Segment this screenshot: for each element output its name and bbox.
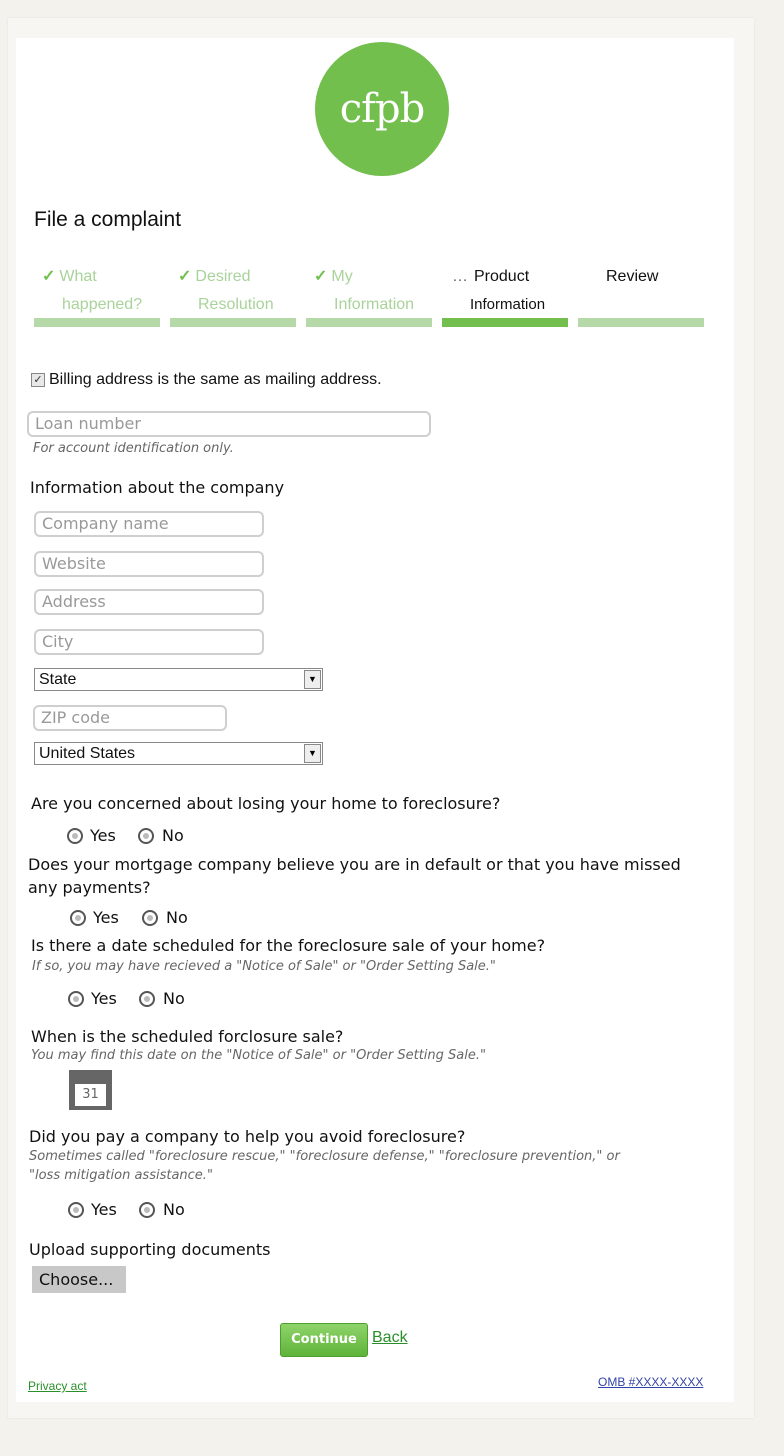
omb-link[interactable]: OMB #XXXX-XXXX xyxy=(598,1375,704,1389)
q5-no-label: No xyxy=(163,1200,185,1219)
q3-yes-radio[interactable] xyxy=(68,991,84,1007)
address-input[interactable]: Address xyxy=(34,589,264,615)
page-title: File a complaint xyxy=(34,208,182,231)
website-input[interactable]: Website xyxy=(34,551,264,577)
q5-yes-label: Yes xyxy=(91,1200,117,1219)
step-label: Review xyxy=(606,268,659,285)
q2-no-radio[interactable] xyxy=(142,910,158,926)
calendar-icon[interactable] xyxy=(69,1070,112,1110)
step-progress-bar xyxy=(170,318,296,327)
question-paid-company-hint-line2: "loss mitigation assistance." xyxy=(29,1168,213,1183)
step-label-line2: Information xyxy=(334,296,415,313)
country-select-value: United States xyxy=(39,745,136,762)
question-sale-date: When is the scheduled forclosure sale? xyxy=(31,1027,344,1046)
step-desired-resolution[interactable] xyxy=(170,263,296,319)
continue-button[interactable]: Continue xyxy=(280,1323,368,1357)
question-paid-company-hint-line1: Sometimes called "foreclosure rescue," "foreclosure defense," "foreclosure prevention," or xyxy=(29,1149,620,1164)
step-label-line2: happened? xyxy=(62,296,143,313)
question-default-line2: any payments? xyxy=(28,878,151,897)
company-section-heading: Information about the company xyxy=(30,478,285,497)
checkmark-icon: ✓ xyxy=(314,268,328,285)
step-my-information[interactable] xyxy=(306,263,432,319)
choose-file-button[interactable]: Choose... xyxy=(32,1266,126,1293)
step-product-information[interactable] xyxy=(442,263,568,319)
q2-yes-radio[interactable] xyxy=(70,910,86,926)
dropdown-arrow-icon: ▼ xyxy=(304,670,321,689)
q5-no-radio[interactable] xyxy=(139,1202,155,1218)
q1-no-radio[interactable] xyxy=(138,828,154,844)
q3-no-label: No xyxy=(163,989,185,1008)
q2-no-label: No xyxy=(166,908,188,927)
step-label: Product xyxy=(474,268,530,285)
state-select-value: State xyxy=(39,671,77,688)
step-progress-bar xyxy=(306,318,432,327)
back-link[interactable]: Back xyxy=(372,1329,408,1346)
logo-text: cfpb xyxy=(339,86,425,132)
dropdown-arrow-icon: ▼ xyxy=(304,744,321,763)
ellipsis-icon: … xyxy=(452,268,468,285)
question-default-line1: Does your mortgage company believe you are in default or that you have missed xyxy=(28,855,681,874)
step-review[interactable] xyxy=(578,263,704,291)
step-label: Desired xyxy=(195,268,251,285)
upload-label: Upload supporting documents xyxy=(29,1240,271,1259)
q3-yes-label: Yes xyxy=(91,989,117,1008)
loan-number-input[interactable]: Loan number xyxy=(27,411,431,437)
step-what-happened[interactable] xyxy=(34,263,160,319)
country-select[interactable] xyxy=(34,742,323,765)
calendar-day: 31 xyxy=(75,1084,106,1106)
question-sale-date-hint: You may find this date on the "Notice of Sale" or "Order Setting Sale." xyxy=(31,1048,486,1063)
step-progress-bar xyxy=(34,318,160,327)
checkmark-icon: ✓ xyxy=(42,268,56,285)
question-sale-scheduled-hint: If so, you may have recieved a "Notice of Sale" or "Order Setting Sale." xyxy=(32,959,496,974)
company-name-input[interactable]: Company name xyxy=(34,511,264,537)
question-sale-scheduled: Is there a date scheduled for the foreclosure sale of your home? xyxy=(31,936,546,955)
q3-no-radio[interactable] xyxy=(139,991,155,1007)
q1-yes-label: Yes xyxy=(90,826,116,845)
loan-number-hint: For account identification only. xyxy=(33,441,234,456)
billing-same-label: Billing address is the same as mailing address. xyxy=(49,371,382,388)
question-foreclosure-concern: Are you concerned about losing your home to foreclosure? xyxy=(31,794,501,813)
step-progress-bar-active xyxy=(442,318,568,327)
cfpb-logo xyxy=(315,42,449,176)
checkmark-icon: ✓ xyxy=(178,268,192,285)
step-label-line2: Resolution xyxy=(198,296,274,313)
billing-same-checkbox[interactable]: ✓ xyxy=(31,373,45,387)
question-paid-company: Did you pay a company to help you avoid foreclosure? xyxy=(29,1127,466,1146)
step-label: What xyxy=(59,268,97,285)
q2-yes-label: Yes xyxy=(93,908,119,927)
privacy-act-link[interactable]: Privacy act xyxy=(28,1379,87,1393)
q1-yes-radio[interactable] xyxy=(67,828,83,844)
zip-code-input[interactable]: ZIP code xyxy=(33,705,227,731)
step-label: My xyxy=(331,268,353,285)
q1-no-label: No xyxy=(162,826,184,845)
state-select[interactable] xyxy=(34,668,323,691)
city-input[interactable]: City xyxy=(34,629,264,655)
step-label-line2: Information xyxy=(470,296,546,313)
step-progress-bar xyxy=(578,318,704,327)
q5-yes-radio[interactable] xyxy=(68,1202,84,1218)
